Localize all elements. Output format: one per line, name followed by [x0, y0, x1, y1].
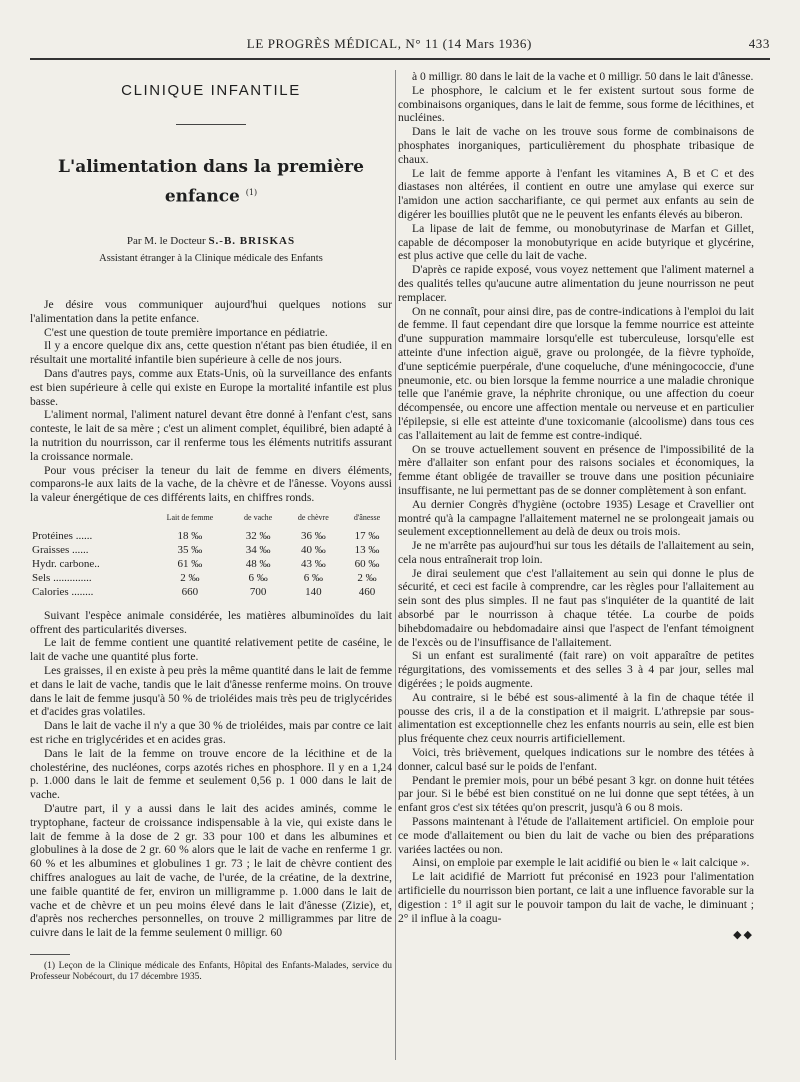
table-row [30, 585, 392, 599]
paragraph: Je ne m'arrête pas aujourd'hui sur tous les détails de l'allaitement au sein, cela nous entraînerait trop loin. [398, 539, 754, 566]
table-cell: 460 [358, 585, 376, 598]
table-cell: 140 [305, 585, 322, 598]
paragraph: Dans d'autres pays, comme aux Etats-Unis, où la surveillance des enfants est bien supérieure à celle qui existe en Europe la mortalité infantile est plus basse. [30, 367, 392, 408]
row-label: Hydr. carbone.. [32, 557, 100, 570]
table-cell: 13 ‰ [354, 543, 380, 556]
paragraph: Le phosphore, le calcium et le fer existent surtout sous forme de combinaisons organiques, dans le lait de femme, sous forme de lécithines, et nucléines. [398, 83, 754, 125]
author-prefix: Par M. le Docteur [126, 235, 206, 248]
paragraph: Pour vous préciser la teneur du lait de femme en divers éléments, comparons-le aux laits de la vache, de la chèvre et de l'ânesse. Voyons aussi la valeur énergétique de ces différents laits, en chiffres ronds. [30, 463, 392, 505]
paragraph: Si un enfant est suralimenté (fait rare) on voit apparaître de petites régurgitations, des vomissements et des selles 3 à 4 par jour, selles mal digérées ; le poids augmente. [398, 649, 754, 691]
author-affiliation: Assistant étranger à la Clinique médicale des Enfants [99, 253, 323, 265]
table-cell: 2 ‰ [180, 571, 200, 584]
author-line [30, 235, 392, 249]
table-header: Lait de femme [166, 513, 214, 522]
paragraph: Le lait de femme apporte à l'enfant les vitamines A, B et C et des diastases non altérées, il contient en outre une amylase qui exerce sur l'amidon une action saccharifiante, ce qui permet aux enfants au sein de digérer les bouillies plutôt que ne le peuvent les enfants élevés au biberon. [398, 166, 754, 221]
paragraph: Dans le lait de la femme on trouve encore de la lécithine et de la cholestérine, des nucléones, corps azotés riches en phosphore. Il y en a 1,24 p. 1.000 dans le lait de femme et seulement 0,56 p. 1 000 dans le lait de vache. [30, 746, 392, 802]
paragraph: Le lait acidifié de Marriott fut préconisé en 1923 pour l'alimentation artificielle du nourrisson bien portant, ce lait a une influence favorable sur la digestion : 1° il agit sur le pouvoir tampon du lait de vache, le diminuant ; 2° il influe à la coagu- [398, 870, 754, 925]
table-cell: 17 ‰ [354, 529, 380, 542]
footnote: (1) Leçon de la Clinique médicale des Enfants, Hôpital des Enfants-Malades, service du Professeur Nobécourt, du 17 décembre 1935. [30, 960, 392, 983]
row-label: Calories ........ [32, 585, 94, 598]
table-cell: 6 ‰ [303, 571, 323, 584]
journal-title: LE PROGRÈS MÉDICAL, N° 11 (14 Mars 1936) [246, 36, 532, 51]
table-cell: 61 ‰ [177, 557, 203, 570]
table-cell: 36 ‰ [300, 529, 326, 542]
left-column [30, 70, 392, 1062]
paragraph: Voici, très brièvement, quelques indications sur le nombre des tétées à donner, calcul basé sur le poids de l'enfant. [398, 746, 754, 773]
paragraph: Il y a encore quelque dix ans, cette question n'étant pas bien étudiée, il en résultait une mortalité infantile bien supérieure à celle de nos jours. [30, 339, 392, 367]
table-cell: 2 ‰ [357, 571, 377, 584]
paragraph: D'autre part, il y a aussi dans le lait des acides aminés, comme le tryptophane, facteur de croissance indispensable à la vie, qui existe dans le lait de femme à la dose de 2 gr. 33 pour 100 et dans les albumines et globulines à la dose de 2 gr. 60 % alors que le lait de vache en renferme 1 gr. 60 % et les albumines et globulines 1 gr. 73 ; le lait de chèvre contient des chiffres analogues au lait de vache, de l'urée, de la créatine, de la dextrine, une faible quantité de fer, environ un milligramme p. 1.000 dans le lait de vache et de chèvre et un peu moins élevé dans le lait d'ânesse (Zizie), et, d'après nos recherches personnelles, on trouve 2 milligrammes par litre de cuivre dans le lait de la femme seulement 0 milligr. 60 [30, 801, 392, 940]
header-rule [30, 58, 770, 60]
paragraph: D'après ce rapide exposé, vous voyez nettement que l'aliment maternel a des qualités telles qu'aucune autre alimentation du jeune nourrisson ne peut remplacer. [398, 263, 754, 304]
table-corner [30, 511, 148, 529]
paragraph: à 0 milligr. 80 dans le lait de la vache et 0 milligr. 50 dans le lait d'ânesse. [412, 70, 754, 83]
table-row [30, 571, 392, 585]
row-label: Graisses ...... [32, 543, 89, 556]
table-header: d'ânesse [353, 513, 381, 522]
paragraph: Suivant l'espèce animale considérée, les matières albuminoïdes du lait offrent des particularités diverses. [30, 608, 392, 636]
table-header-row [30, 511, 392, 529]
article-title-text: L'alimentation dans la première enfance [58, 156, 364, 207]
table-row [30, 529, 392, 543]
right-text-block [398, 70, 754, 925]
page-header [30, 36, 770, 52]
table-cell: 6 ‰ [248, 571, 268, 584]
table-row [30, 557, 392, 571]
paragraph: Je désire vous communiquer aujourd'hui quelques notions sur l'alimentation dans la petite enfance. [30, 298, 392, 325]
article-title [30, 155, 392, 210]
end-ornament: ◆◆ [733, 929, 754, 942]
section-heading: CLINIQUE INFANTILE [121, 82, 301, 99]
author-name: S.-B. BRISKAS [208, 235, 296, 248]
paragraph: L'aliment normal, l'aliment naturel devant être donné à l'enfant c'est, sans conteste, le lait de sa mère ; c'est un aliment complet, équilibré, bien adapté à la nutrition du nourrisson, car il renferme tous les éléments nutritifs assurant la croissance normale. [30, 408, 392, 463]
milk-composition-table [30, 511, 392, 599]
paragraph: C'est une question de toute première importance en pédiatrie. [44, 325, 328, 339]
table-header: de chèvre [297, 513, 329, 522]
paragraph: Dans le lait de vache il n'y a que 30 % de trioléides, mais par contre ce lait est riche en triglycérides et en acides gras. [30, 719, 392, 746]
table-header: de vache [244, 513, 273, 522]
table-cell: 43 ‰ [300, 557, 326, 570]
left-text-block-1 [30, 298, 392, 505]
paragraph: Passons maintenant à l'étude de l'allaitement artificiel. On emploie pour ce mode d'allaitement ou bien du lait de vache ou bien des préparations variées lactées ou non. [398, 815, 754, 856]
table-cell: 700 [249, 585, 267, 598]
paragraph: Je dirai seulement que c'est l'allaitement au sein qui donne le plus de sécurité, et ceci est facile à comprendre, car les règles pour l'allaitement au sein sont des plus simples. Il ne faut pas s'inquiéter de la quantité de lait absorbé par le nourrisson à chaque tétée. La courbe de poids bihebdomadaire ou hebdomadaire ainsi que l'aspect de l'enfant témoignent de l'excès ou de l'insuffisance de l'allaitement. [398, 566, 754, 649]
table-cell: 18 ‰ [177, 529, 203, 542]
paragraph: On se trouve actuellement souvent en présence de l'impossibilité de la mère d'allaiter son enfant pour des raisons sociales et économiques, la femme étant obligée de travailler se trouve dans une position pécuniaire insuffisante, ne lui permettant pas de se donner complètement à son enfant. [398, 442, 754, 497]
row-label: Sels .............. [32, 571, 92, 584]
row-label: Protéines ...... [32, 529, 93, 542]
page-number: 433 [748, 36, 770, 51]
table-cell: 60 ‰ [354, 557, 380, 570]
paragraph: La lipase de lait de femme, ou monobutyrinase de Marfan et Gillet, capable de décomposer la monobutyrique en acide butyrique et glycérine, est plus active que celle du lait de vache. [398, 221, 754, 263]
paragraph: On ne connaît, pour ainsi dire, pas de contre-indications à l'emploi du lait de femme. Il faut cependant dire que lorsque la femme nourrice est atteinte d'une suppuration mammaire lorsqu'elle est tuberculeuse, lorsqu'elle est atteinte d'une infection aiguë, grave ou prolongée, de la fièvre typhoïde, d'une septicémie puerpérale, d'une coqueluche, d'une méningococcie, d'une pneumonie, etc. ou bien lorsque la femme nourrice a une maladie chronique telle que l'anémie grave, la néphrite chronique, ou une affection du coeur décompensée, ou encore une affection mentale ou nerveuse et en particulier l'épilepsie, si elle est atteinte d'une toxicomanie (alcoolisme) dans tous ces cas l'allaitement au lait de femme est contre-indiqué. [398, 304, 754, 442]
right-column [398, 70, 754, 1062]
paragraph: Dans le lait de vache on les trouve sous forme de combinaisons de phosphates inorganiques, particulièrement du phosphate tribasique de chaux. [398, 125, 754, 166]
table-cell: 40 ‰ [300, 543, 326, 556]
table-cell: 48 ‰ [245, 557, 271, 570]
footnote-mark: (1) [245, 187, 258, 197]
table-cell: 660 [181, 585, 199, 598]
paragraph: Au dernier Congrès d'hygiène (octobre 1935) Lesage et Cravellier ont montré qu'à la campagne l'allaitement maternel ne se prolongeait jamais ou seulement exceptionnellement au delà de deux ou trois mois. [398, 497, 754, 539]
left-text-block-2 [30, 609, 392, 940]
table-cell: 34 ‰ [245, 543, 271, 556]
table-cell: 32 ‰ [245, 529, 271, 542]
table-cell: 35 ‰ [177, 543, 203, 556]
paragraph: Les graisses, il en existe à peu près la même quantité dans le lait de femme et dans le lait de vache, tandis que le lait d'ânesse renferme moins. On trouve dans le lait de femme jusqu'à 50 % de trioléides mais très peu de triglycérides et d'acides gras volatiles. [30, 663, 392, 719]
paragraph: Ainsi, on emploie par exemple le lait acidifié ou bien le « lait calcique ». [412, 856, 750, 870]
paragraph: Au contraire, si le bébé est sous-alimenté à la fin de chaque tétée il pousse des cris, il a de la constipation et il maigrit. L'athrepsie par sous-alimentation est exceptionnelle chez les enfants nourris au sein, elle est bien plus fréquente chez ceux nourris artificiellement. [398, 690, 754, 746]
paragraph: Le lait de femme contient une quantité relativement petite de caséine, le lait de vache une quantité plus forte. [30, 636, 392, 664]
section-rule [176, 124, 246, 125]
table-row [30, 543, 392, 557]
column-divider [395, 70, 396, 1060]
footnote-rule [30, 954, 70, 955]
paragraph: Pendant le premier mois, pour un bébé pesant 3 kgr. on donne huit tétées par jour. Si le bébé est bien constitué on ne lui donne que sept tétées, à un enfant gros c'est six tétées qu'on prescrit, jusqu'à 6 ou 8 mois. [398, 773, 754, 815]
